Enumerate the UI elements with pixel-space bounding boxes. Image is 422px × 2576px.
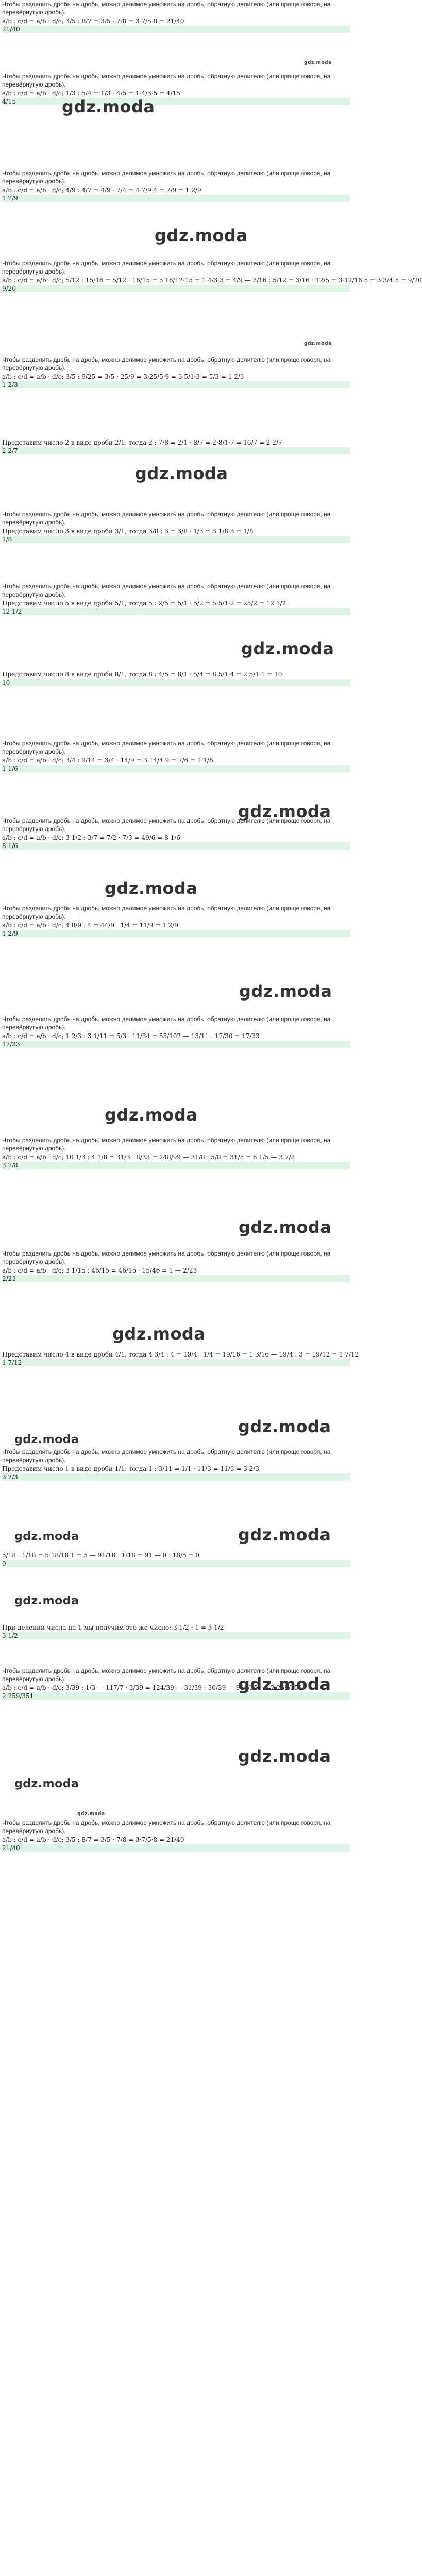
answer: 4/15 xyxy=(2,98,350,105)
answer: 1 2/3 xyxy=(2,381,350,388)
rule-text: Чтобы разделить дробь на дробь, можно делимое умножить на дробь, обратную делителю (или проще говоря, на перевёрнутую дробь). xyxy=(2,740,331,755)
watermark: gdz.moda xyxy=(304,341,332,346)
watermark: gdz.moda xyxy=(239,981,332,1001)
rule-text: Чтобы разделить дробь на дробь, можно делимое умножить на дробь, обратную делителю (или проще говоря, на перевёрнутую дробь). xyxy=(2,1137,331,1152)
answer: 3 7/8 xyxy=(2,1162,350,1169)
watermark: gdz.moda xyxy=(241,639,334,658)
formula: a/b : c/d = a/b · d/c; 4/9 : 4/7 = 4/9 · 7/4 = 4·7/9·4 = 7/9 = 1 2/9 xyxy=(2,187,201,194)
rule-text: Чтобы разделить дробь на дробь, можно делимое умножить на дробь, обратную делителю (или проще говоря, на перевёрнутую дробь). xyxy=(2,1448,331,1464)
answer: 1 1/6 xyxy=(2,765,350,772)
watermark: gdz.moda xyxy=(105,878,198,898)
answer: 10 xyxy=(2,679,350,686)
solution-19 xyxy=(0,1623,350,1667)
rule-text: Чтобы разделить дробь на дробь, можно делимое умножить на дробь, обратную делителю (или проще говоря, на перевёрнутую дробь). xyxy=(2,1,331,16)
formula: Представим число 1 в виде дроби 1/1, тогда 1 : 3/11 = 1/1 · 11/3 = 11/3 = 3 2/3 xyxy=(2,1465,259,1472)
answer: 1 2/9 xyxy=(2,195,350,202)
answer: 1/8 xyxy=(2,536,350,543)
formula: Представим число 5 в виде дроби 5/1, тогда 5 : 2/5 = 5/1 · 5/2 = 5·5/1·2 = 25/2 = 12 1/2 xyxy=(2,600,286,607)
watermark: gdz.moda xyxy=(238,802,331,821)
rule-text: Чтобы разделить дробь на дробь, можно делимое умножить на дробь, обратную делителю (или проще говоря, на перевёрнутую дробь). xyxy=(2,260,331,275)
formula: a/b : c/d = a/b · d/c; 1/3 : 5/4 = 1/3 · 4/5 = 1·4/3·5 = 4/15 xyxy=(2,90,180,97)
watermark: gdz.moda xyxy=(135,464,228,483)
formula: a/b : c/d = a/b · d/c; 3/39 : 1/3 — 117/7 · 3/39 = 124/39 — 31/39 : 30/39 — 961/351 = 2 259/351 xyxy=(2,1684,302,1691)
watermark: gdz.moda xyxy=(14,1433,79,1446)
answer: 3 1/2 xyxy=(2,1632,350,1639)
solution-5 xyxy=(0,355,350,438)
formula: Представим число 3 в виде дроби 3/1, тогда 3/8 : 3 = 3/8 · 1/3 = 3·1/8·3 = 1/8 xyxy=(2,528,254,535)
answer: 1 7/12 xyxy=(2,1359,350,1366)
solution-7 xyxy=(0,510,350,582)
rule-text: Чтобы разделить дробь на дробь, можно делимое умножить на дробь, обратную делителю (или проще говоря, на перевёрнутую дробь). xyxy=(2,583,331,598)
watermark: gdz.moda xyxy=(62,97,155,116)
formula: Представим число 8 в виде дроби 8/1, тогда 8 : 4/5 = 8/1 · 5/4 = 8·5/1·4 = 2·5/1·1 = 10 xyxy=(2,671,282,678)
watermark: gdz.moda xyxy=(14,1595,79,1607)
answer: 21/40 xyxy=(2,26,350,33)
watermark: gdz.moda xyxy=(155,226,248,245)
formula: 5/18 : 1/18 = 5·18/18·1 = 5 — 91/18 : 1/18 = 91 — 0 : 18/5 = 0 xyxy=(2,1552,200,1559)
formula: a/b : c/d = a/b · d/c; 5/12 : 15/16 = 5/12 · 16/15 = 5·16/12·15 = 1·4/3·3 = 4/9 — 3/16 : 5/12 = 3/16 · 12/5 = 3·12/16·5 = 3·3/4·5 = 9/20 xyxy=(2,277,422,284)
formula: Представим число 4 в виде дроби 4/1, тогда 4 3/4 : 4 = 19/4 · 1/4 = 19/16 = 1 3/16 — 19/4 : 3 = 19/12 = 1 7/12 xyxy=(2,1351,359,1358)
watermark: gdz.moda xyxy=(238,1525,331,1545)
formula: a/b : c/d = a/b · d/c; 3/5 : 8/7 = 3/5 · 7/8 = 3·7/5·8 = 21/40 xyxy=(2,18,184,25)
rule-text: Чтобы разделить дробь на дробь, можно делимое умножить на дробь, обратную делителю (или проще говоря, на перевёрнутую дробь). xyxy=(2,817,331,833)
answer: 17/33 xyxy=(2,1041,350,1048)
solution-17 xyxy=(0,1448,350,1535)
solution-9 xyxy=(0,670,350,739)
watermark: gdz.moda xyxy=(238,1747,331,1766)
rule-text: Чтобы разделить дробь на дробь, можно делимое умножить на дробь, обратную делителю (или проще говоря, на перевёрнутую дробь). xyxy=(2,511,331,526)
answer: 8 1/6 xyxy=(2,842,350,850)
watermark: gdz.moda xyxy=(14,1777,79,1790)
formula: a/b : c/d = a/b · d/c; 10 1/3 : 4 1/8 = 31/3 · 8/33 = 248/99 — 31/8 : 5/8 = 31/5 = 6 1/5 — 3 7/8 xyxy=(2,1154,295,1161)
rule-text: Чтобы разделить дробь на дробь, можно делимое умножить на дробь, обратную делителю (или проще говоря, на перевёрнутую дробь). xyxy=(2,170,331,185)
rule-text: Чтобы разделить дробь на дробь, можно делимое умножить на дробь, обратную делителю (или проще говоря, на перевёрнутую дробь). xyxy=(2,356,331,371)
watermark: gdz.moda xyxy=(304,60,332,65)
solution-18 xyxy=(0,1551,350,1623)
watermark: gdz.moda xyxy=(105,1105,198,1125)
solution-3 xyxy=(0,169,350,259)
rule-text: Чтобы разделить дробь на дробь, можно делимое умножить на дробь, обратную делителю (или проще говоря, на перевёрнутую дробь). xyxy=(2,73,331,88)
answer: 2/23 xyxy=(2,1275,350,1282)
answer: 12 1/2 xyxy=(2,608,350,615)
rule-text: Чтобы разделить дробь на дробь, можно делимое умножить на дробь, обратную делителю (или проще говоря, на перевёрнутую дробь). xyxy=(2,1667,331,1683)
solution-21 xyxy=(0,1819,350,1922)
solution-2 xyxy=(0,72,350,169)
answer: 2 2/7 xyxy=(2,447,350,454)
formula: a/b : c/d = a/b · d/c; 3/5 : 8/7 = 3/5 · 7/8 = 3·7/5·8 = 21/40 xyxy=(2,1836,184,1843)
solution-1 xyxy=(0,0,350,72)
answer: 1 2/9 xyxy=(2,930,350,937)
watermark: gdz.moda xyxy=(239,1217,332,1237)
answer: 3 2/3 xyxy=(2,1473,350,1481)
answer: 2 259/351 xyxy=(2,1692,350,1700)
formula: a/b : c/d = a/b · d/c; 3 1/2 : 3/7 = 7/2 · 7/3 = 49/6 = 8 1/6 xyxy=(2,834,180,841)
rule-text: Чтобы разделить дробь на дробь, можно делимое умножить на дробь, обратную делителю (или проще говоря, на перевёрнутую дробь). xyxy=(2,1819,331,1835)
formula: Представим число 2 в виде дроби 2/1, тогда 2 : 7/8 = 2/1 · 8/7 = 2·8/1·7 = 16/7 = 2 2/7 xyxy=(2,439,282,446)
formula: a/b : c/d = a/b · d/c; 1 2/3 : 3 1/11 = 5/3 · 11/34 = 55/102 — 13/11 : 17/30 = 17/33 xyxy=(2,1032,260,1040)
formula: a/b : c/d = a/b · d/c; 4 8/9 : 4 = 44/9 · 1/4 = 11/9 = 1 2/9 xyxy=(2,922,178,929)
formula: a/b : c/d = a/b · d/c; 3 1/15 : 46/15 = 46/15 · 15/46 = 1 — 2/23 xyxy=(2,1267,197,1274)
answer: 0 xyxy=(2,1560,350,1567)
rule-text: Чтобы разделить дробь на дробь, можно делимое умножить на дробь, обратную делителю (или проще говоря, на перевёрнутую дробь). xyxy=(2,1250,331,1265)
formula: a/b : c/d = a/b · d/c; 3/4 : 9/14 = 3/4 · 14/9 = 3·14/4·9 = 7/6 = 1 1/6 xyxy=(2,757,213,764)
watermark: gdz.moda xyxy=(238,1417,331,1436)
answer: 9/20 xyxy=(2,285,350,292)
formula: a/b : c/d = a/b · d/c; 3/5 : 9/25 = 3/5 · 25/9 = 3·25/5·9 = 3·5/1·3 = 5/3 = 1 2/3 xyxy=(2,373,244,380)
rule-text: Чтобы разделить дробь на дробь, можно делимое умножить на дробь, обратную делителю (или проще говоря, на перевёрнутую дробь). xyxy=(2,1015,331,1031)
watermark: gdz.moda xyxy=(112,1324,206,1344)
solution-4 xyxy=(0,259,422,355)
watermark: gdz.moda xyxy=(14,1530,79,1543)
watermark: gdz.moda xyxy=(238,1674,331,1694)
rule-text: Чтобы разделить дробь на дробь, можно делимое умножить на дробь, обратную делителю (или проще говоря, на перевёрнутую дробь). xyxy=(2,905,331,920)
formula: При делении числа на 1 мы получим это же число: 3 1/2 : 1 = 3 1/2 xyxy=(2,1624,224,1631)
watermark: gdz.moda xyxy=(77,1811,105,1817)
answer: 21/40 xyxy=(2,1844,350,1852)
